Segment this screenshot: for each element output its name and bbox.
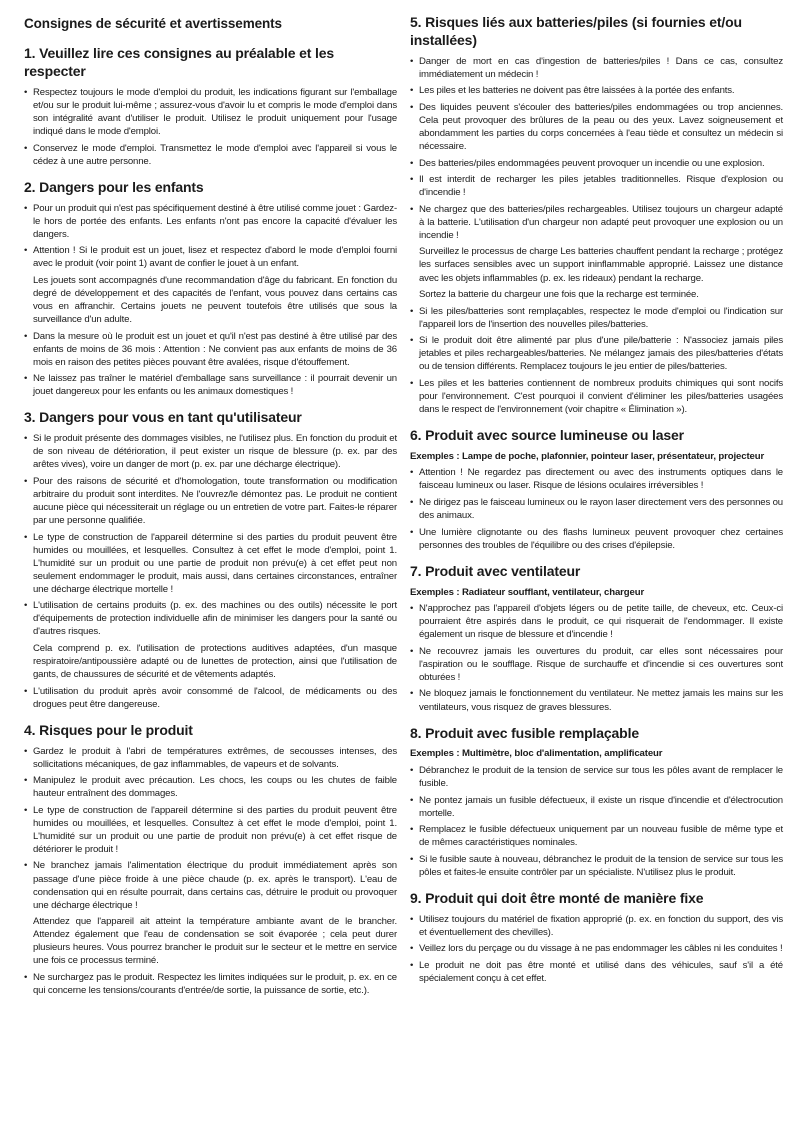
section-heading: 6. Produit avec source lumineuse ou laser (410, 426, 684, 443)
bullet-item (24, 372, 397, 398)
bullet-item (410, 526, 783, 552)
bullet-text: Ne chargez que des batteries/piles rechargeables. Utilisez toujours un chargeur adapté à la batterie. L'utilisation d'un chargeur non adapté peut provoquer une explosion ou un incendie ! (419, 203, 783, 241)
bullet-item (410, 602, 783, 641)
bullet-text: Débranchez le produit de la tension de service sur tous les pôles avant de remplacer le fusible. (419, 765, 783, 790)
bullet-text: Pour un produit qui n'est pas spécifiquement destiné à être utilisé comme jouet : Gardez-le hors de portée des enfants. Les enfants n'ont pas encore la capacité d'évaluer les dangers. (33, 202, 397, 240)
bullet-text: Si le produit présente des dommages visibles, ne l'utilisez plus. En fonction du produit et de son niveau de détérioration, il peut exister un risque de blessure (p. ex. par des arêtes vives), voire un danger de mort (p. ex. par une décharge électrique). (33, 433, 397, 471)
bullet-text: Gardez le produit à l'abri de températures extrêmes, de secousses intenses, des sollicitations mécaniques, de gaz inflammables, de vapeurs et de solvants. (33, 745, 397, 770)
bullet-text: Si le produit doit être alimenté par plus d'une pile/batterie : N'associez jamais piles jetables et piles rechargeables/batteries. Ne mélangez jamais des piles/batteries d'états ou de tension différents. Remplacez toujours le jeu entier de piles/batteries. (419, 335, 783, 373)
bullet-item (410, 377, 783, 416)
bullet-marker: • (410, 645, 414, 657)
bullet-item (410, 466, 783, 492)
bullet-item (24, 685, 397, 711)
section-heading: 3. Dangers pour vous en tant qu'utilisateur (24, 409, 302, 426)
bullet-item (24, 244, 397, 270)
bullet-marker: • (24, 433, 28, 445)
bullet-item (410, 101, 783, 153)
section-heading: 2. Dangers pour les enfants (24, 178, 204, 195)
section (410, 725, 783, 879)
bullet-item (24, 531, 397, 596)
bullet-marker: • (24, 202, 28, 214)
continuation-paragraph: Attendez que l'appareil ait atteint la température ambiante avant de le brancher. Attendez également que l'eau de condensation se soit évaporée ; cela peut durer plusieurs heures. Vous pourrez brancher le produit sur le secteur et le mettre en service une fois ce processus terminé. (33, 916, 397, 967)
bullet-marker: • (410, 377, 414, 389)
bullet-marker: • (410, 765, 414, 776)
bullet-item (410, 84, 783, 97)
bullet-text: Utilisez toujours du matériel de fixation approprié (p. ex. en fonction du support, des vis et éventuellement des chevilles). (419, 913, 783, 938)
examples-line: Exemples : Lampe de poche, plafonnier, pointeur laser, présentateur, projecteur (410, 450, 765, 462)
bullet-text: Si les piles/batteries sont remplaçables, respectez le mode d'emploi ou l'indication sur l'appareil lors de l'insertion des nouvelles piles/batteries. (419, 305, 783, 330)
bullet-text: Le type de construction de l'appareil détermine si des parties du produit peuvent être humides ou mouillées, et lesquelles. Consultez à cet effet le mode d'emploi, point 1. L'humidité sur un produit ou une partie de produit non prévu(e) à cet effet peut non seulement endommager le produit, mais aussi, dans certaines circonstances, entraîner une décharge électrique mortelle ! (33, 531, 397, 595)
section (24, 722, 397, 997)
section (24, 179, 397, 399)
bullet-marker: • (24, 860, 28, 872)
bullet-marker: • (410, 55, 414, 67)
bullet-item (410, 203, 783, 242)
bullet-item (410, 794, 783, 820)
bullet-marker: • (24, 971, 28, 983)
bullet-text: Les piles et les batteries contiennent de nombreux produits chimiques qui sont nocifs pour l'environnement. C'est pourquoi il convient d'éliminer les piles/batteries usagées dans le respect de l'environnement (voir chapitre « Élimination »). (419, 377, 783, 415)
section (24, 409, 397, 710)
section-heading: 1. Veuillez lire ces consignes au préalable et les respecter (24, 45, 334, 80)
bullet-text: Il est interdit de recharger les piles jetables traditionnelles. Risque d'explosion ou d'incendie ! (419, 174, 783, 199)
document-title: Consignes de sécurité et avertissements (24, 16, 282, 31)
two-column-layout (24, 14, 782, 1000)
bullet-text: Dans la mesure où le produit est un jouet et qu'il n'est pas destiné à être utilisé par des enfants de moins de 36 mois : Attention : Ne convient pas aux enfants de moins de 36 mois en raison des petites pièces pouvant être avalées, risque d'étouffement. (33, 330, 397, 368)
bullet-text: Conservez le mode d'emploi. Transmettez le mode d'emploi avec l'appareil si vous le cédez à une autre personne. (33, 142, 397, 167)
bullet-marker: • (24, 745, 28, 757)
bullet-text: Le produit ne doit pas être monté et utilisé dans des véhicules, sauf s'il a été spécialement conçu à cet effet. (419, 959, 783, 984)
bullet-text: Ne branchez jamais l'alimentation électrique du produit immédiatement après son passage d'une pièce froide à une pièce chaude (p. ex. après le transport). L'eau de condensation qui en résulte pourrait, dans certains cas, détruire le produit ou provoquer une décharge électrique ! (33, 860, 397, 911)
bullet-text: Ne pontez jamais un fusible défectueux, il existe un risque d'incendie et d'électrocution mortelle. (419, 794, 783, 819)
bullet-marker: • (410, 794, 414, 806)
left-column (24, 14, 397, 1000)
bullet-marker: • (24, 600, 28, 612)
bullet-marker: • (410, 467, 414, 479)
continuation-paragraph: Surveillez le processus de charge Les batteries chauffent pendant la recharge ; protégez les surfaces sensibles avec un support ininflammable approprié. Laissez une distance avec les objets inflammables (p. ex. les rideaux) pendant la recharge. (419, 246, 783, 284)
section (24, 45, 397, 168)
bullet-text: Attention ! Ne regardez pas directement ou avec des instruments optiques dans le faisceau lumineux ou laser. Risque de lésions oculaires irréversibles ! (419, 467, 783, 492)
section (410, 14, 783, 416)
bullet-item (410, 942, 783, 955)
bullet-item (24, 330, 397, 369)
bullet-text: Respectez toujours le mode d'emploi du produit, les indications figurant sur l'emballage et/ou sur le produit lui-même ; assurez-vous d'avoir lu et compris le mode d'emploi dans son intégralité avant d'utiliser le produit. Utilisez le produit uniquement pour l'usage indiqué dans le mode d'emploi. (33, 87, 397, 138)
bullet-item (410, 305, 783, 331)
bullet-item (24, 804, 397, 856)
bullet-marker: • (410, 157, 414, 169)
bullet-marker: • (410, 959, 414, 971)
bullet-marker: • (410, 913, 414, 925)
bullet-marker: • (410, 305, 414, 317)
bullet-text: Les piles et les batteries ne doivent pas être laissées à la portée des enfants. (419, 85, 735, 97)
bullet-marker: • (24, 142, 28, 154)
bullet-marker: • (410, 203, 414, 215)
bullet-item (24, 86, 397, 138)
bullet-item (24, 202, 397, 241)
bullet-text: Ne laissez pas traîner le matériel d'emballage sans surveillance : il pourrait devenir un jouet dangereux pour les enfants ou les animaux domestiques ! (33, 373, 397, 398)
bullet-item (410, 913, 783, 939)
bullet-item (24, 599, 397, 638)
continuation-paragraph: Cela comprend p. ex. l'utilisation de protections auditives adaptées, d'un masque respiratoire/antipoussière adapté ou de lunettes de protection, ainsi que l'utilisation de gants, de chaussures de sécurité et de vêtements adaptés. (33, 642, 397, 681)
section-heading: 5. Risques liés aux batteries/piles (si fournies et/ou installées) (410, 14, 742, 48)
section-heading: 8. Produit avec fusible remplaçable (410, 724, 639, 741)
bullet-text: Danger de mort en cas d'ingestion de batteries/piles ! Dans ce cas, consultez immédiatement un médecin ! (419, 55, 783, 80)
bullet-item (410, 687, 783, 713)
bullet-item (24, 774, 397, 800)
bullet-text: Une lumière clignotante ou des flashs lumineux peuvent provoquer chez certaines personnes des troubles de l'équilibre ou des crises d'épilepsie. (419, 526, 783, 551)
bullet-text: Veillez lors du perçage ou du vissage à ne pas endommager les câbles ni les conduites ! (419, 943, 783, 955)
bullet-text: Des liquides peuvent s'écouler des batteries/piles endommagées ou trop anciennes. Cela peut provoquer des brûlures de la peau ou des yeux. Lavez soigneusement et abondamment les parties du corps concernées à l'eau tiède et consultez un médecin si nécessaire. (419, 101, 783, 153)
bullet-marker: • (24, 685, 28, 697)
bullet-item (24, 859, 397, 911)
bullet-marker: • (410, 824, 414, 836)
bullet-item (410, 823, 783, 849)
bullet-marker: • (24, 775, 28, 787)
bullet-marker: • (24, 245, 28, 257)
bullet-item (410, 853, 783, 879)
bullet-marker: • (24, 373, 28, 385)
bullet-text: Attention ! Si le produit est un jouet, lisez et respectez d'abord le mode d'emploi fourni avec le produit (voir point 1) avant de confier le jouet à un enfant. (33, 245, 397, 270)
bullet-text: Si le fusible saute à nouveau, débranchez le produit de la tension de service sur tous les pôles et faites-le ensuite contrôler par un spécialiste. N'utilisez plus le produit. (419, 853, 783, 878)
bullet-marker: • (24, 531, 28, 543)
section-heading: 9. Produit qui doit être monté de manière fixe (410, 889, 704, 906)
bullet-marker: • (24, 804, 28, 816)
bullet-marker: • (410, 101, 414, 113)
bullet-marker: • (24, 87, 28, 98)
bullet-marker: • (410, 174, 414, 186)
bullet-item (24, 745, 397, 771)
bullet-text: Le type de construction de l'appareil détermine si des parties du produit peuvent être humides ou mouillées, et lesquelles. Consultez à cet effet le mode d'emploi, point 1. L'humidité sur un produit ou une partie de produit non prévu(e) à cet effet risque de détériorer le produit ! (33, 804, 397, 855)
section-heading: 7. Produit avec ventilateur (410, 562, 581, 579)
examples-line: Exemples : Multimètre, bloc d'alimentation, amplificateur (410, 748, 663, 760)
section (410, 427, 783, 552)
bullet-text: Remplacez le fusible défectueux uniquement par un nouveau fusible de même type et de mêmes caractéristiques nominales. (419, 824, 783, 849)
bullet-text: L'utilisation du produit après avoir consommé de l'alcool, de médicaments ou des drogues peut être dangereuse. (33, 685, 397, 710)
bullet-marker: • (24, 330, 28, 342)
bullet-text: Ne recouvrez jamais les ouvertures du produit, car elles sont nécessaires pour l'aspiration ou le soufflage. Risque de surchauffe et d'incendie si ces ouvertures sont obturées ! (419, 645, 783, 683)
section (410, 563, 783, 714)
bullet-marker: • (410, 526, 414, 538)
bullet-item (410, 496, 783, 522)
bullet-marker: • (410, 943, 414, 955)
examples-line: Exemples : Radiateur soufflant, ventilateur, chargeur (410, 586, 645, 598)
bullet-marker: • (410, 497, 414, 509)
right-column (410, 14, 783, 1000)
bullet-marker: • (24, 475, 28, 487)
bullet-item (410, 764, 783, 790)
section (410, 890, 783, 985)
bullet-text: Manipulez le produit avec précaution. Les chocs, les coups ou les chutes de faible hauteur entraînent des dommages. (33, 775, 397, 800)
bullet-marker: • (410, 603, 414, 615)
bullet-item (410, 55, 783, 81)
bullet-marker: • (410, 335, 414, 347)
bullet-text: Ne surchargez pas le produit. Respectez les limites indiquées sur le produit, p. ex. en ce qui concerne les tensions/courants d'entrée/de sortie, la puissance de sortie, etc.). (33, 971, 397, 996)
bullet-item (410, 645, 783, 684)
section-heading: 4. Risques pour le produit (24, 721, 193, 738)
bullet-text: Ne bloquez jamais le fonctionnement du ventilateur. Ne mettez jamais les mains sur les ventilateurs, vous risquez de graves blessures. (419, 688, 783, 713)
bullet-item (410, 173, 783, 199)
bullet-item (410, 959, 783, 985)
bullet-marker: • (410, 688, 414, 700)
bullet-item (24, 971, 397, 997)
bullet-text: L'utilisation de certains produits (p. ex. des machines ou des outils) nécessite le port d'équipements de protection individuelle afin de minimiser les dangers pour la santé ou d'autres risques. (33, 600, 397, 638)
bullet-item (24, 142, 397, 168)
bullet-item (410, 157, 783, 170)
bullet-marker: • (410, 853, 414, 865)
bullet-item (24, 432, 397, 471)
bullet-text: N'approchez pas l'appareil d'objets légers ou de petite taille, de cheveux, etc. Ceux-ci pourraient être aspirés dans le produit, ce qui risquerait de l'endommager. Il existe également un risque de blessure et d'incendie ! (419, 603, 783, 641)
continuation-paragraph: Sortez la batterie du chargeur une fois que la recharge est terminée. (419, 289, 699, 301)
bullet-item (410, 334, 783, 373)
bullet-marker: • (410, 85, 414, 97)
bullet-item (24, 475, 397, 527)
bullet-text: Ne dirigez pas le faisceau lumineux ou le rayon laser directement vers des personnes ou des animaux. (419, 497, 783, 522)
bullet-text: Des batteries/piles endommagées peuvent provoquer un incendie ou une explosion. (419, 157, 765, 169)
bullet-text: Pour des raisons de sécurité et d'homologation, toute transformation ou modification arbitraire du produit sont interdites. Ne l'ouvrez/le démontez pas. Le produit ne contient aucune pièce qui nécessiterait un réglage ou un entretien de votre part. Faites-le réparer par une personne qualifiée. (33, 475, 397, 527)
continuation-paragraph: Les jouets sont accompagnés d'une recommandation d'âge du fabricant. En fonction du degré de développement et des capacités de l'enfant, vous pouvez dans certains cas vous en affranchir. Certains jouets ne peuvent toutefois être utilisés que sous la surveillance d'un adulte. (33, 274, 397, 326)
